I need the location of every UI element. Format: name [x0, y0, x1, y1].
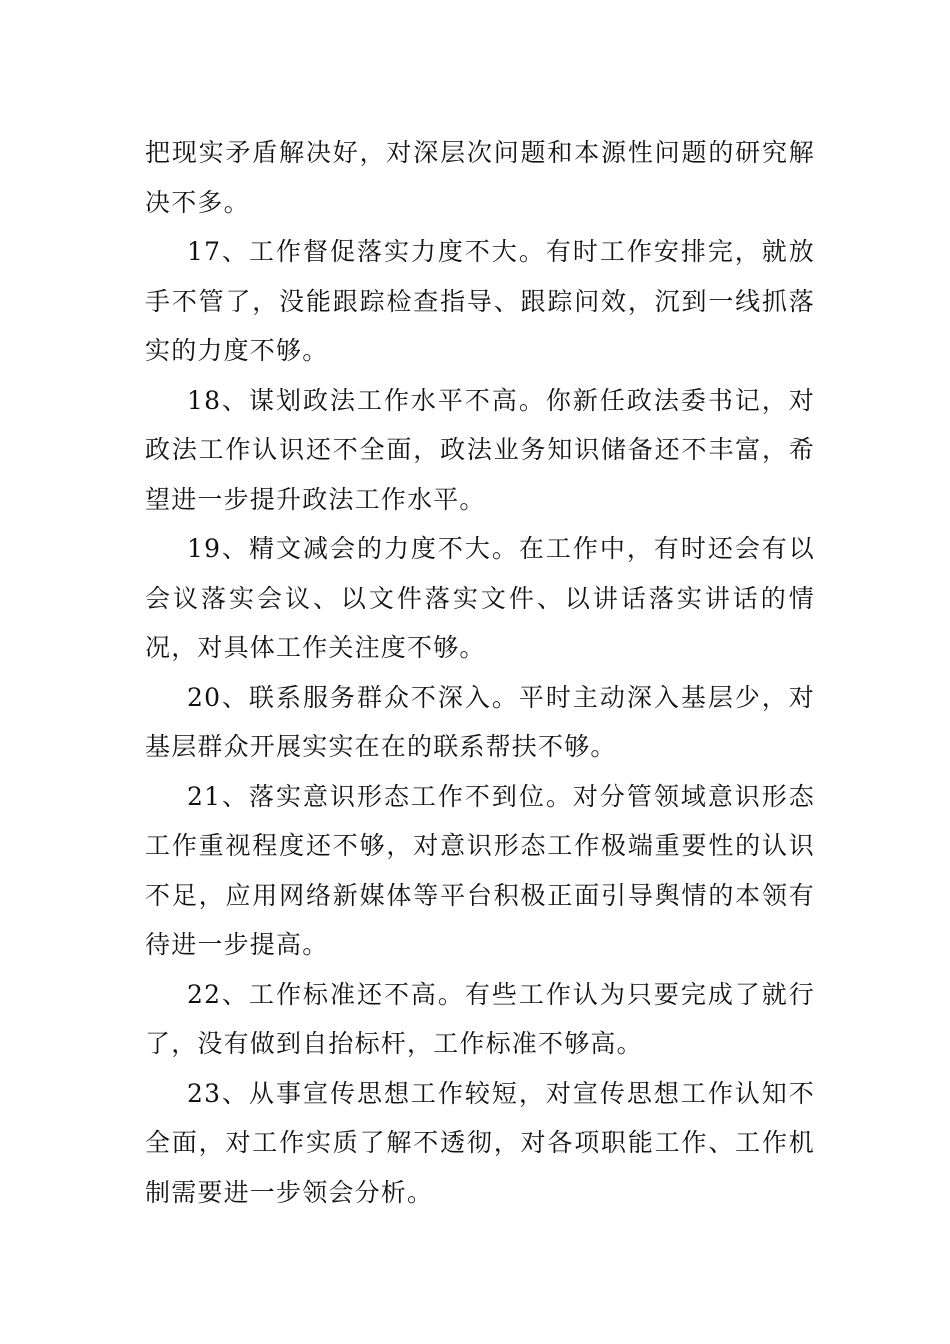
paragraph-item-22: 22、工作标准还不高。有些工作认为只要完成了就行了，没有做到自抬标杆，工作标准不够高。 [145, 979, 815, 1058]
paragraph-continuation: 把现实矛盾解决好，对深层次问题和本源性问题的研究解决不多。 [145, 138, 815, 217]
paragraph-item-21: 21、落实意识形态工作不到位。对分管领域意识形态工作重视程度还不够，对意识形态工作极端重要性的认识不足，应用网络新媒体等平台积极正面引导舆情的本领有待进一步提高。 [145, 781, 815, 959]
paragraph-item-18: 18、谋划政法工作水平不高。你新任政法委书记，对政法工作认识还不全面，政法业务知识储备还不丰富，希望进一步提升政法工作水平。 [145, 385, 815, 514]
document-body [145, 128, 815, 1217]
paragraph-item-20: 20、联系服务群众不深入。平时主动深入基层少，对基层群众开展实实在在的联系帮扶不够。 [145, 682, 815, 761]
paragraph-item-19: 19、精文减会的力度不大。在工作中，有时还会有以会议落实会议、以文件落实文件、以讲话落实讲话的情况，对具体工作关注度不够。 [145, 534, 815, 662]
paragraph-item-23: 23、从事宣传思想工作较短，对宣传思想工作认知不全面，对工作实质了解不透彻，对各项职能工作、工作机制需要进一步领会分析。 [145, 1078, 815, 1207]
paragraph-item-17: 17、工作督促落实力度不大。有时工作安排完，就放手不管了，没能跟踪检查指导、跟踪问效，沉到一线抓落实的力度不够。 [145, 237, 815, 365]
